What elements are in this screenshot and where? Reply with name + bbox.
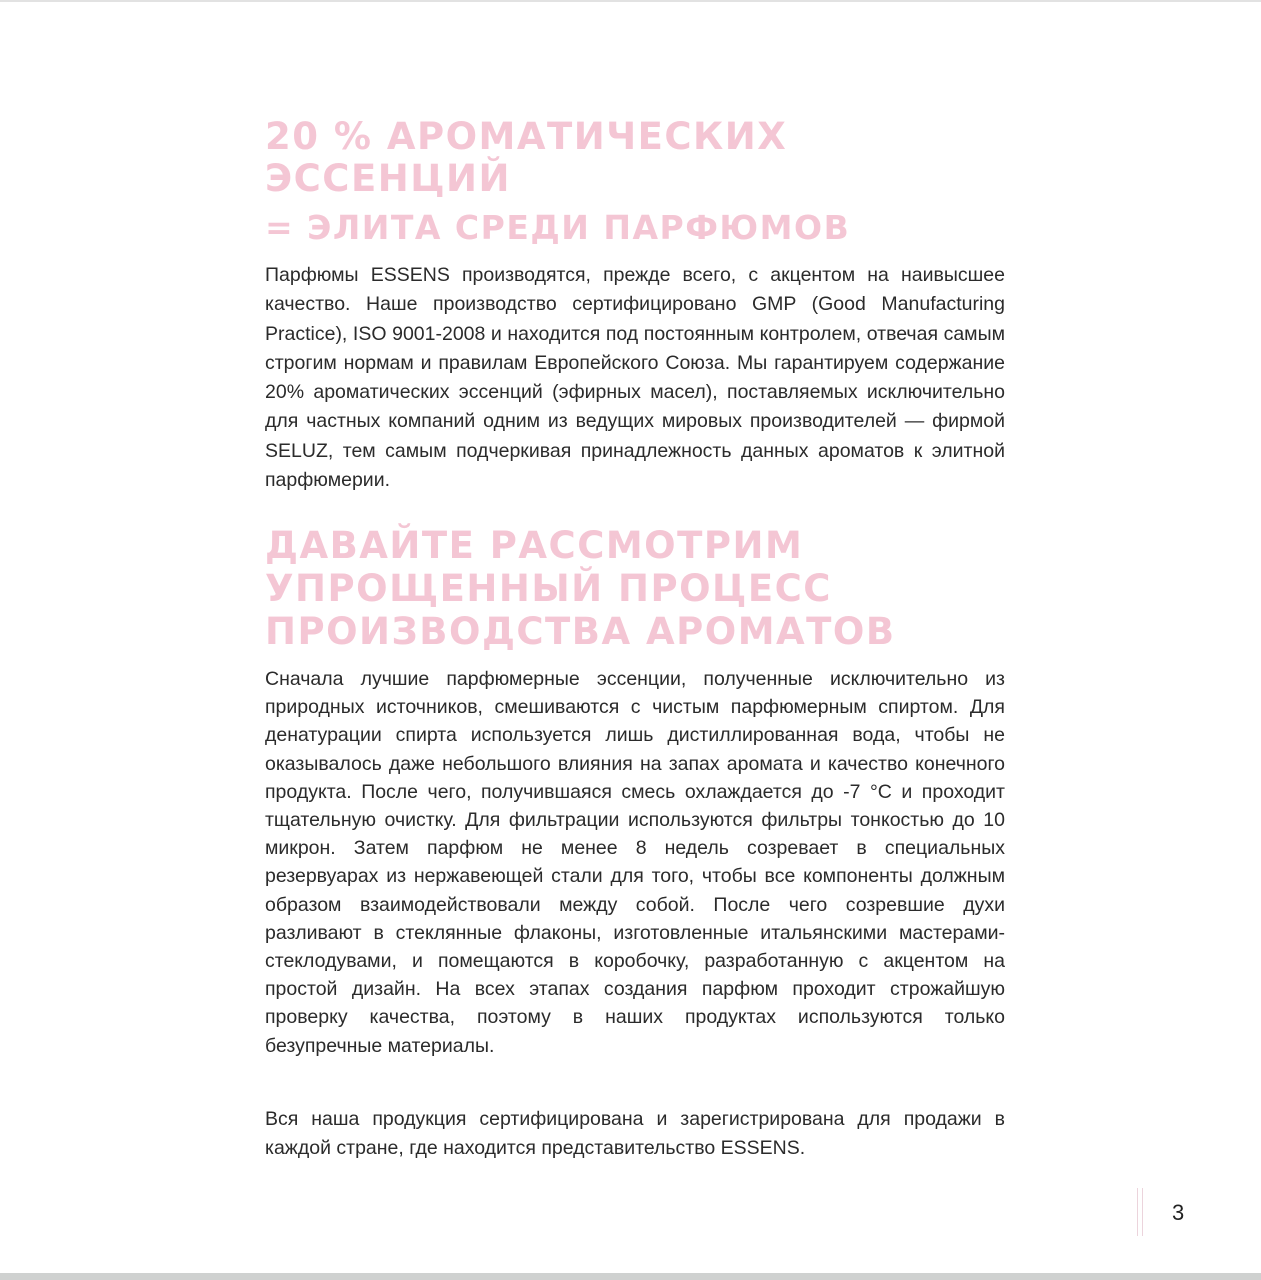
paragraph-quality: Парфюмы ESSENS производятся, прежде всего, с акцентом на наивысшее качество. Наше производство сертифицировано GMP (Good Manufacturing Practice), ISO 9001-2008 и находится под постоянным контролем, отвечая самым строгим нормам и правилам Европейского Союза. Мы гарантируем содержание 20% ароматических эссенций (эфирных масел), поставляемых исключительно для частных компаний одним из ведущих мировых производителей — фирмой SELUZ, тем самым подчеркивая принадлежность данных ароматов к элитной парфюмерии.	[265, 264, 1005, 492]
bottom-edge-divider	[0, 1273, 1261, 1280]
page-marker-lines	[1137, 1188, 1143, 1236]
section-title-essences: 20 % АРОМАТИЧЕСКИХ ЭССЕНЦИЙ	[265, 115, 788, 200]
paragraph-certification: Вся наша продукция сертифицирована и зарегистрирована для продажи в каждой стране, где находится представительство ESSENS.	[265, 1108, 1005, 1159]
paragraph-production-process: Сначала лучшие парфюмерные эссенции, полученные исключительно из природных источников, смешиваются с чистым парфюмерным спиртом. Для денатурации спирта используется лишь дистиллированная вода, чтобы не оказывалось даже небольшого влияния на запах аромата и качество конечного продукта. После чего, получившаяся смесь охлаждается до -7 °С и проходит тщательную очистку. Для фильтрации используются фильтры тонкостью до 10 микрон. Затем парфюм не менее 8 недель созревает в специальных резервуарах из нержавеющей стали для того, чтобы все компоненты должным образом взаимодействовали между собой. После чего созревшие духи разливают в стеклянные флаконы, изготовленные итальянскими мастерами-стеклодувами, и помещаются в коробочку, разработанную с акцентом на простой дизайн. На всех этапах создания парфюм проходит строжайшую проверку качества, поэтому в наших продуктах используются только безупречные материалы.	[265, 668, 1005, 1057]
page-marker-line	[1142, 1188, 1143, 1236]
page-number: 3	[1172, 1200, 1185, 1225]
section-subtitle-elite: = ЭЛИТА СРЕДИ ПАРФЮМОВ	[265, 208, 851, 247]
top-edge-divider	[0, 0, 1261, 2]
page-marker-line	[1137, 1188, 1138, 1236]
section-title-production-process: ДАВАЙТЕ РАССМОТРИМ УПРОЩЕННЫЙ ПРОЦЕСС ПРОИЗВОДСТВА АРОМАТОВ	[265, 524, 896, 653]
